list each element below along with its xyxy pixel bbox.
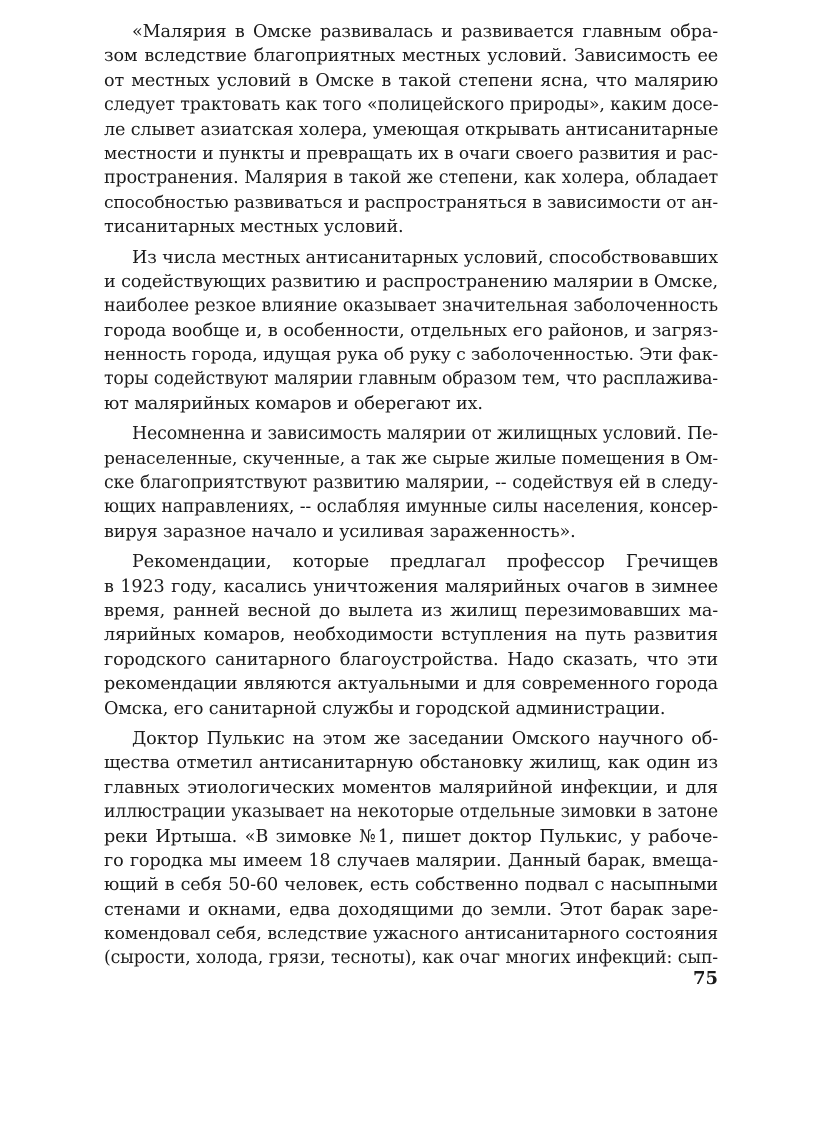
- text-line: тисанитарных местных условий.: [104, 217, 404, 238]
- text-line: ют малярийных комаров и оберегают их.: [104, 393, 483, 414]
- text-line: время, ранней весной до вылета из жилищ перезимовавших ма-: [104, 600, 718, 621]
- text-line: зом вследствие благоприятных местных условий. Зависимость ее: [104, 46, 718, 67]
- text-line: и содействующих развитию и распространению малярии в Омске,: [104, 271, 718, 292]
- text-line: ренаселенные, скученные, а так же сырые жилые помещения в Ом-: [104, 448, 718, 469]
- text-line: города вообще и, в особенности, отдельных его районов, и загряз-: [104, 320, 718, 341]
- text-line: Омска, его санитарной службы и городской администрации.: [104, 698, 666, 719]
- text-line: Несомненна и зависимость малярии от жилищных условий. Пе-: [132, 424, 718, 445]
- text-line: ле слывет азиатская холера, умеющая открывать антисанитарные: [104, 119, 719, 140]
- text-line: иллюстрации указывает на некоторые отдельные зимовки в затоне: [104, 802, 718, 823]
- paragraph-2: [104, 246, 718, 417]
- text-line: комендовал себя, вследствие ужасного антисанитарного состояния: [104, 924, 718, 945]
- text-line: способностью развиваться и распространяться в зависимости от ан-: [104, 192, 718, 213]
- text-line: местности и пункты и превращать их в очаги своего развития и рас-: [104, 143, 718, 164]
- text-line: ющий в себя 50-60 человек, есть собственно подвал с насыпными: [104, 875, 718, 896]
- page-number: 75: [692, 968, 718, 989]
- text-line: щества отметил антисанитарную обстановку жилищ, как один из: [104, 753, 718, 774]
- text-line: Доктор Пулькис на этом же заседании Омского научного об-: [132, 728, 718, 749]
- paragraph-3: [104, 422, 718, 544]
- text-line: го городка мы имеем 18 случаев малярии. Данный барак, вмеща-: [104, 850, 718, 871]
- paragraph-1: [104, 20, 718, 240]
- paragraph-5: [104, 727, 718, 971]
- text-line: от местных условий в Омске в такой степени ясна, что малярию: [104, 70, 718, 91]
- text-line: следует трактовать как того «полицейского природы», каким досе-: [104, 95, 719, 116]
- text-line: ске благоприятствуют развитию малярии, -- содействуя ей в следу-: [104, 473, 718, 494]
- text-line: в 1923 году, касались уничтожения малярийных очагов в зимнее: [104, 576, 718, 597]
- paragraph-4: [104, 550, 718, 721]
- text-line: наиболее резкое влияние оказывает значительная заболоченность: [104, 296, 718, 317]
- text-line: лярийных комаров, необходимости вступления на путь развития: [104, 625, 718, 646]
- text-line: ненность города, идущая рука об руку с заболоченностью. Эти фак-: [104, 345, 718, 366]
- text-line: пространения. Малярия в такой же степени, как холера, обладает: [104, 168, 718, 189]
- text-line: (сырости, холода, грязи, тесноты), как очаг многих инфекций: сып-: [104, 948, 718, 969]
- text-line: торы содействуют малярии главным образом тем, что расплажива-: [104, 369, 718, 390]
- text-line: вируя заразное начало и усиливая зараженность».: [104, 521, 576, 542]
- text-line: городского санитарного благоустройства. Надо сказать, что эти: [104, 649, 718, 670]
- text-line: стенами и окнами, едва доходящими до земли. Этот барак заре-: [104, 899, 718, 920]
- text-line: рекомендации являются актуальными и для современного города: [104, 674, 718, 695]
- text-line: реки Иртыша. «В зимовке №1, пишет доктор Пулькис, у рабоче-: [104, 826, 718, 847]
- text-line: ющих направлениях, -- ослабляя имунные силы населения, консер-: [104, 497, 718, 518]
- document-page: [104, 20, 718, 971]
- text-line: Из числа местных антисанитарных условий, способствовавших: [132, 247, 718, 268]
- text-line: Рекомендации, которые предлагал профессор Гречищев: [132, 552, 718, 573]
- text-line: «Малярия в Омске развивалась и развивается главным обра-: [132, 22, 718, 42]
- text-line: главных этиологических моментов малярийной инфекции, и для: [104, 777, 718, 798]
